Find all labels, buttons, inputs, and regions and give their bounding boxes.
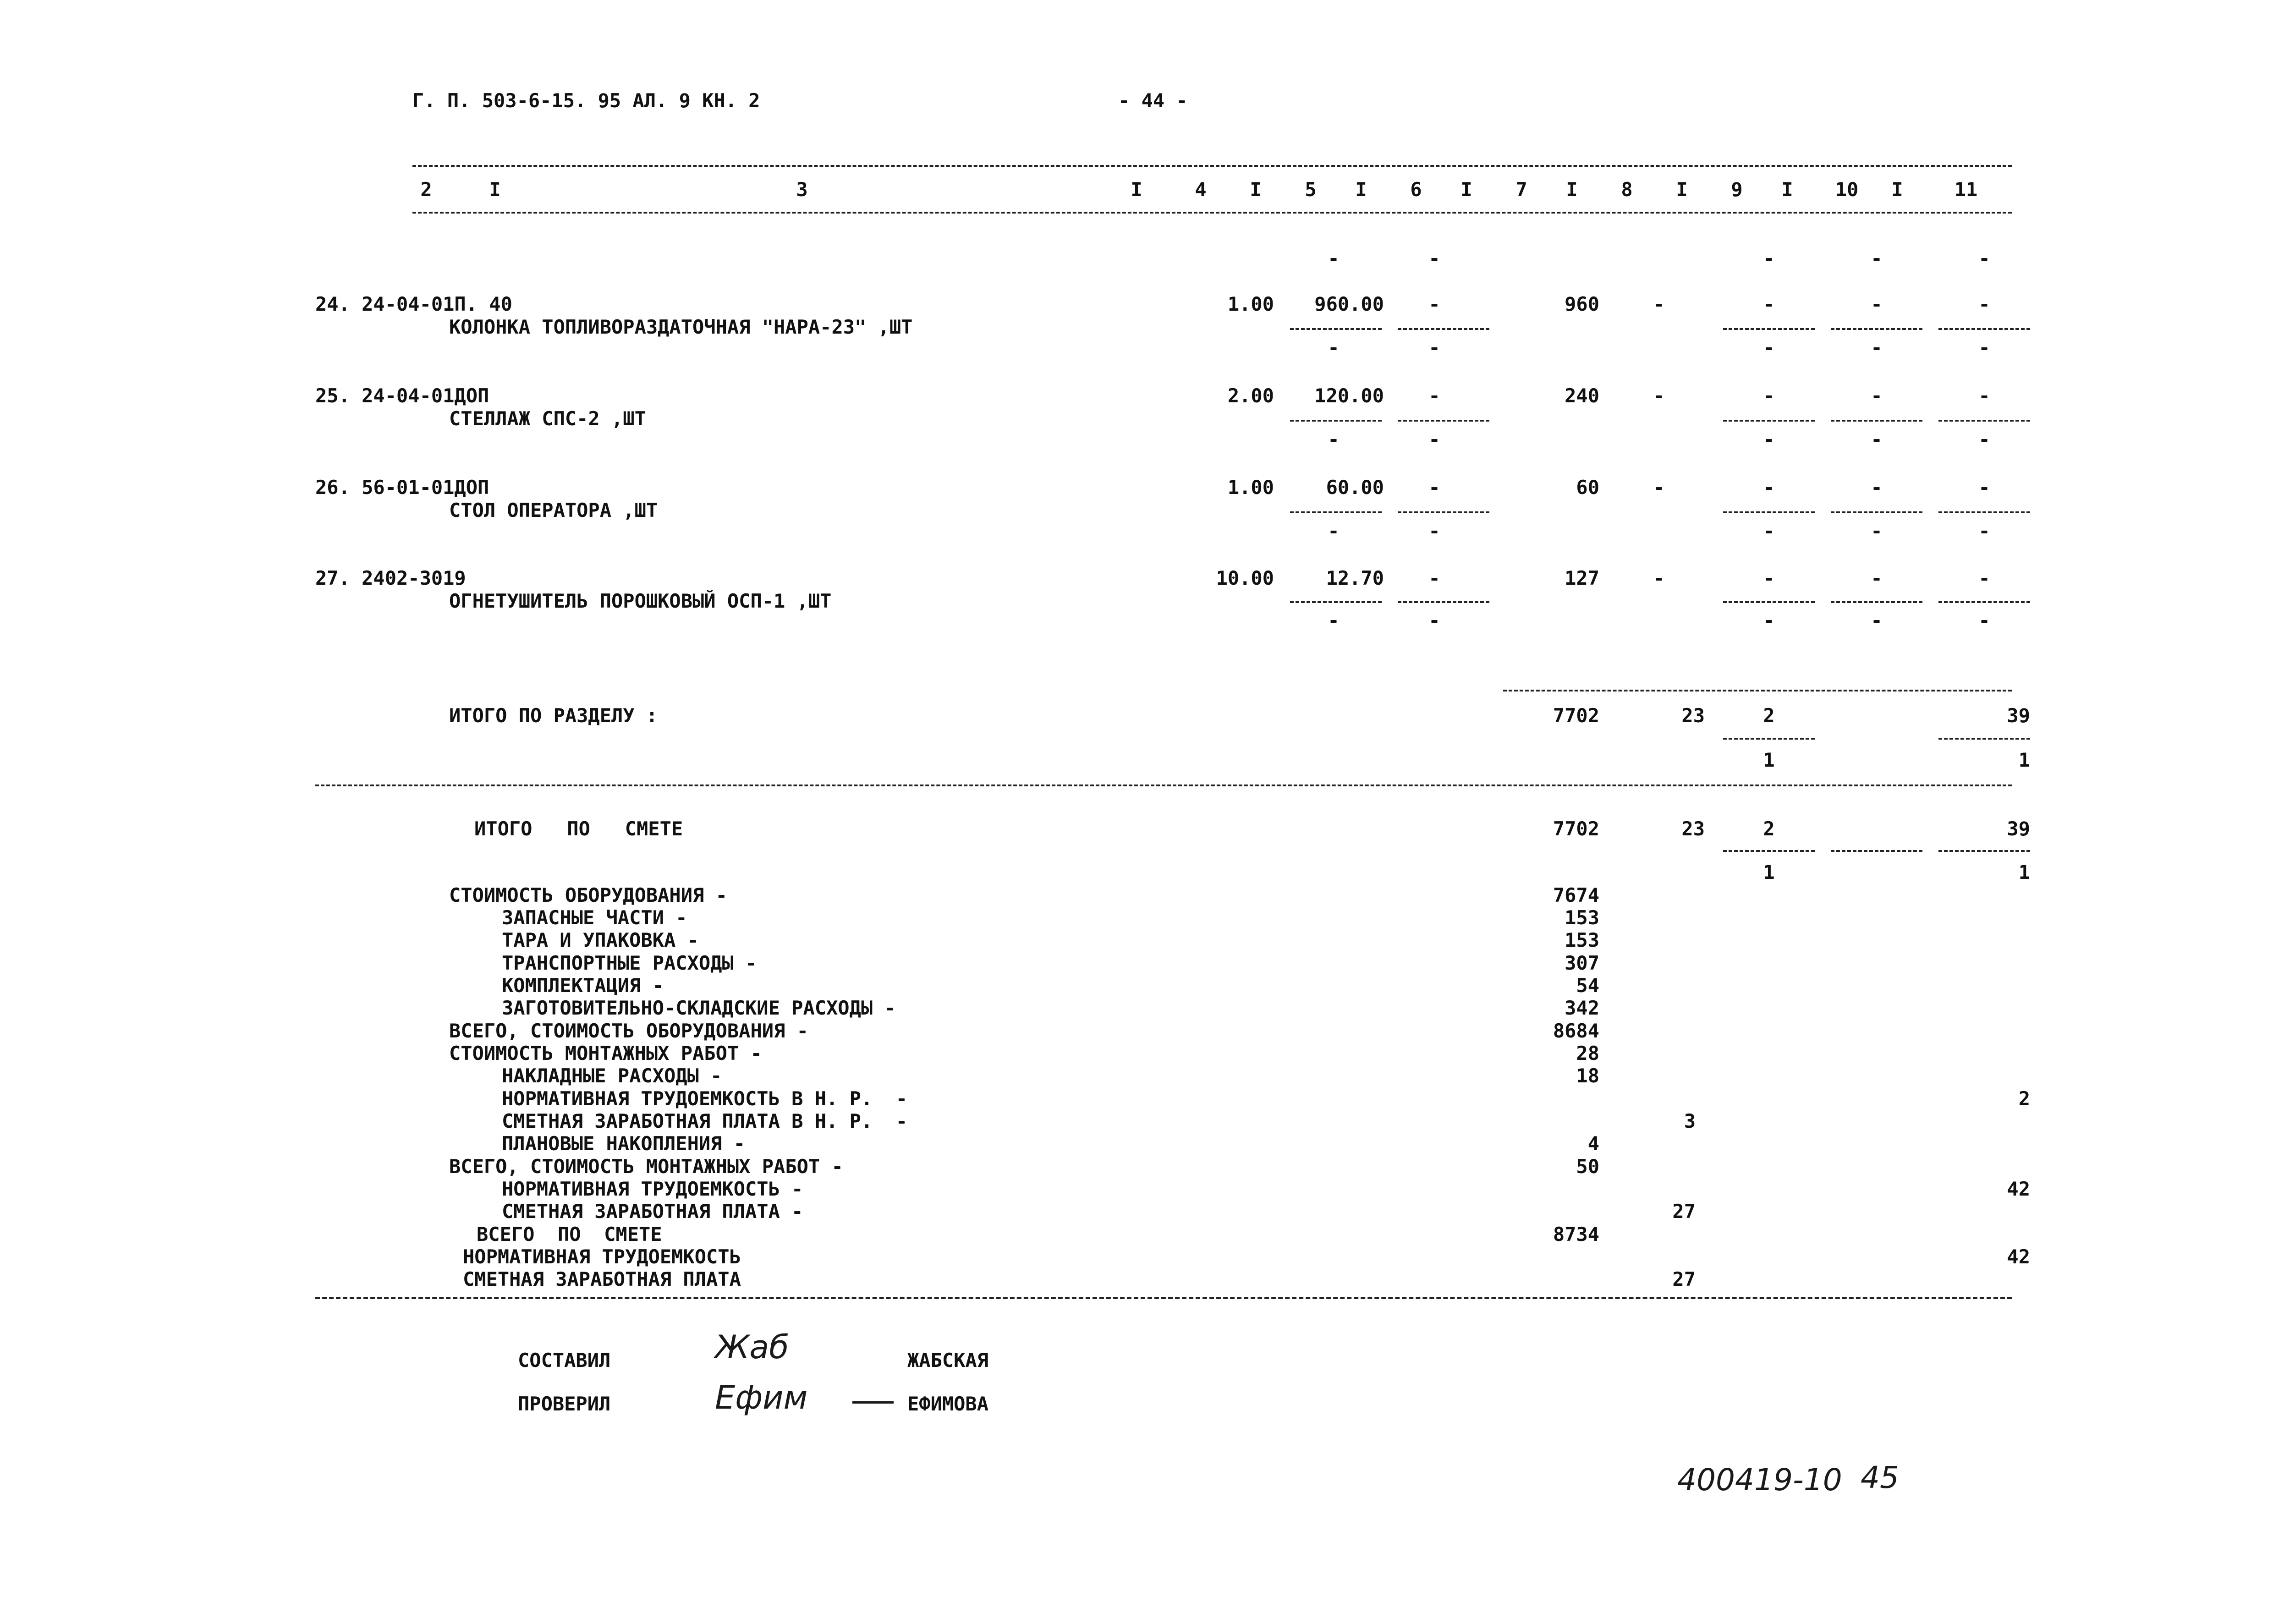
summary-label: НОРМАТИВНАЯ ТРУДОЕМКОСТЬ В Н. Р. - [502, 1087, 908, 1110]
item-c8: - [1653, 293, 1665, 315]
item-total: 127 [1565, 567, 1599, 589]
item-name: СТЕЛЛАЖ СПС-2 ,ШТ [449, 407, 646, 430]
item-qty: 1.00 [1227, 476, 1274, 499]
item-sub6: - [1428, 609, 1440, 631]
item-code: 27. 2402-3019 [315, 567, 466, 589]
item-sub11: - [1978, 336, 1990, 359]
summary-c7: 7674 [1553, 884, 1599, 906]
summary-c7: 342 [1565, 997, 1599, 1019]
item-total: 240 [1565, 384, 1599, 407]
section-total-c11-sub: 1 [2018, 749, 2030, 771]
cell-rule [1831, 850, 1922, 852]
col-11-header: 11 [1954, 178, 1978, 201]
item-sub11: - [1978, 428, 1990, 450]
item-sub5: - [1328, 609, 1340, 631]
col-sep: I [1781, 178, 1793, 201]
item-sub10: - [1871, 428, 1883, 450]
summary-label: КОМПЛЕКТАЦИЯ - [502, 974, 664, 997]
estimate-total-c7: 7702 [1553, 817, 1599, 840]
summary-label: СМЕТНАЯ ЗАРАБОТНАЯ ПЛАТА [463, 1268, 741, 1290]
item-price: 12.70 [1326, 567, 1384, 589]
cell-rule [1938, 328, 2030, 330]
cell-rule [1938, 420, 2030, 422]
item-price: 120.00 [1314, 384, 1384, 407]
cell-rule [1290, 601, 1382, 603]
col-sep: I [1566, 178, 1578, 201]
section-total-c9-sub: 1 [1763, 749, 1775, 771]
item-sub11: - [1978, 520, 1990, 542]
cell-rule [1938, 850, 2030, 852]
item-c6: - [1428, 384, 1440, 407]
item-sub6: - [1428, 336, 1440, 359]
dash-mark: - [1978, 247, 1990, 269]
col-7-header: 7 [1515, 178, 1527, 201]
item-sub11: - [1978, 609, 1990, 631]
summary-label: ВСЕГО ПО СМЕТЕ [477, 1223, 662, 1245]
item-c11: - [1978, 476, 1990, 499]
page-number: - 44 - [1118, 89, 1188, 112]
summary-label: ВСЕГО, СТОИМОСТЬ МОНТАЖНЫХ РАБОТ - [449, 1155, 843, 1178]
item-sub5: - [1328, 428, 1340, 450]
summary-label: СМЕТНАЯ ЗАРАБОТНАЯ ПЛАТА - [502, 1200, 803, 1223]
dash-mark: - [1871, 247, 1883, 269]
checked-name: ЕФИМОВА [907, 1393, 989, 1415]
item-sub10: - [1871, 336, 1883, 359]
col-3-header: 3 [796, 178, 808, 201]
cell-rule [1831, 511, 1922, 513]
cell-rule [1290, 511, 1382, 513]
col-sep: I [489, 178, 501, 201]
summary-c7: 153 [1565, 929, 1599, 951]
checked-label: ПРОВЕРИЛ [518, 1393, 611, 1415]
compiled-name: ЖАБСКАЯ [907, 1349, 989, 1372]
summary-c8: 27 [1672, 1268, 1696, 1290]
cell-rule [1723, 420, 1815, 422]
item-c11: - [1978, 384, 1990, 407]
cell-rule [1290, 328, 1382, 330]
cell-rule [1938, 601, 2030, 603]
summary-c7: 4 [1587, 1132, 1599, 1155]
summary-end-rule [315, 1297, 2012, 1299]
item-c6: - [1428, 567, 1440, 589]
summary-label: НАКЛАДНЫЕ РАСХОДЫ - [502, 1064, 722, 1087]
cell-rule [1398, 601, 1489, 603]
compiled-label: СОСТАВИЛ [518, 1349, 611, 1372]
item-c10: - [1871, 567, 1883, 589]
cell-rule [1938, 738, 2030, 740]
col-2-header: 2 [420, 178, 432, 201]
cell-rule [1723, 738, 1815, 740]
cell-rule [1723, 328, 1815, 330]
item-name: СТОЛ ОПЕРАТОРА ,ШТ [449, 499, 658, 521]
section-end-rule [315, 785, 2012, 786]
summary-label: ЗАГОТОВИТЕЛЬНО-СКЛАДСКИЕ РАСХОДЫ - [502, 997, 896, 1019]
summary-label: СТОИМОСТЬ ОБОРУДОВАНИЯ - [449, 884, 727, 906]
summary-label: ТАРА И УПАКОВКА - [502, 929, 699, 951]
item-code: 24. 24-04-01П. 40 [315, 293, 512, 315]
summary-label: НОРМАТИВНАЯ ТРУДОЕМКОСТЬ - [502, 1178, 803, 1200]
cell-rule [1831, 420, 1922, 422]
col-8-header: 8 [1621, 178, 1633, 201]
summary-label: СТОИМОСТЬ МОНТАЖНЫХ РАБОТ - [449, 1042, 762, 1064]
cell-rule [1938, 511, 2030, 513]
cell-rule [1723, 850, 1815, 852]
col-sep: I [1355, 178, 1367, 201]
summary-c11: 42 [2007, 1245, 2030, 1268]
item-c8: - [1653, 476, 1665, 499]
col-sep: I [1676, 178, 1688, 201]
estimate-total-c9-sub: 1 [1763, 861, 1775, 883]
summary-c11: 42 [2007, 1178, 2030, 1200]
item-sub6: - [1428, 520, 1440, 542]
section-total-label: ИТОГО ПО РАЗДЕЛУ : [449, 704, 658, 727]
col-9-header: 9 [1731, 178, 1743, 201]
estimate-total-label: ИТОГО ПО СМЕТЕ [474, 817, 683, 840]
archive-number: 400419-10 [1677, 1462, 1842, 1498]
summary-c8: 27 [1672, 1200, 1696, 1223]
summary-c7: 28 [1576, 1042, 1599, 1064]
item-qty: 1.00 [1227, 293, 1274, 315]
estimate-total-c8: 23 [1681, 817, 1705, 840]
summary-c7: 153 [1565, 906, 1599, 929]
estimate-total-c11-sub: 1 [2018, 861, 2030, 883]
section-total-c11: 39 [2007, 704, 2030, 727]
signature-stroke [852, 1401, 894, 1404]
col-sep: I [1250, 178, 1262, 201]
summary-label: ТРАНСПОРТНЫЕ РАСХОДЫ - [502, 952, 757, 974]
item-c9: - [1763, 476, 1775, 499]
col-sep: I [1891, 178, 1903, 201]
item-c11: - [1978, 567, 1990, 589]
doc-code: Г. П. 503-6-15. 95 АЛ. 9 КН. 2 [412, 89, 760, 112]
col-5-header: 5 [1305, 178, 1317, 201]
col-sep: I [1131, 178, 1142, 201]
item-c10: - [1871, 384, 1883, 407]
dash-mark: - [1328, 247, 1340, 269]
item-code: 25. 24-04-01ДОП [315, 384, 489, 407]
item-total: 60 [1576, 476, 1599, 499]
item-price: 60.00 [1326, 476, 1384, 499]
item-sub10: - [1871, 520, 1883, 542]
cell-rule [1398, 511, 1489, 513]
cell-rule [1831, 601, 1922, 603]
section-total-c7: 7702 [1553, 704, 1599, 727]
section-total-rule [1503, 690, 2012, 691]
summary-c7: 8684 [1553, 1020, 1599, 1042]
cell-rule [1398, 328, 1489, 330]
item-c8: - [1653, 384, 1665, 407]
item-name: КОЛОНКА ТОПЛИВОРАЗДАТОЧНАЯ "НАРА-23" ,ШТ [449, 316, 913, 338]
cell-rule [1723, 511, 1815, 513]
item-sub5: - [1328, 520, 1340, 542]
item-qty: 2.00 [1227, 384, 1274, 407]
item-sub10: - [1871, 609, 1883, 631]
summary-label: СМЕТНАЯ ЗАРАБОТНАЯ ПЛАТА В Н. Р. - [502, 1110, 908, 1132]
item-c6: - [1428, 293, 1440, 315]
item-c10: - [1871, 476, 1883, 499]
header-top-rule [412, 165, 2012, 167]
header-bottom-rule [412, 212, 2012, 214]
cell-rule [1723, 601, 1815, 603]
item-name: ОГНЕТУШИТЕЛЬ ПОРОШКОВЫЙ ОСП-1 ,ШТ [449, 590, 832, 612]
summary-c7: 50 [1576, 1155, 1599, 1178]
summary-label: ПЛАНОВЫЕ НАКОПЛЕНИЯ - [502, 1132, 746, 1155]
summary-label: ЗАПАСНЫЕ ЧАСТИ - [502, 906, 687, 929]
summary-c7: 8734 [1553, 1223, 1599, 1245]
col-sep: I [1460, 178, 1472, 201]
summary-c8: 3 [1684, 1110, 1696, 1132]
checked-signature: Ефим [715, 1379, 808, 1416]
item-sub9: - [1763, 609, 1775, 631]
dash-mark: - [1428, 247, 1440, 269]
section-total-c9: 2 [1763, 704, 1775, 727]
section-total-c8: 23 [1681, 704, 1705, 727]
item-c6: - [1428, 476, 1440, 499]
item-c10: - [1871, 293, 1883, 315]
col-6-header: 6 [1410, 178, 1422, 201]
item-c9: - [1763, 384, 1775, 407]
summary-label: НОРМАТИВНАЯ ТРУДОЕМКОСТЬ [463, 1245, 741, 1268]
summary-c7: 54 [1576, 974, 1599, 997]
item-c9: - [1763, 567, 1775, 589]
estimate-total-c11: 39 [2007, 817, 2030, 840]
item-c11: - [1978, 293, 1990, 315]
summary-c7: 307 [1565, 952, 1599, 974]
cell-rule [1398, 420, 1489, 422]
sheet-number: 45 [1861, 1460, 1899, 1495]
estimate-total-c9: 2 [1763, 817, 1775, 840]
summary-label: ВСЕГО, СТОИМОСТЬ ОБОРУДОВАНИЯ - [449, 1020, 808, 1042]
item-sub9: - [1763, 520, 1775, 542]
summary-c11: 2 [2018, 1087, 2030, 1110]
item-sub9: - [1763, 336, 1775, 359]
cell-rule [1831, 328, 1922, 330]
item-code: 26. 56-01-01ДОП [315, 476, 489, 499]
item-price: 960.00 [1314, 293, 1384, 315]
compiled-signature: Жаб [715, 1328, 789, 1366]
item-sub6: - [1428, 428, 1440, 450]
item-qty: 10.00 [1216, 567, 1274, 589]
col-4-header: 4 [1195, 178, 1207, 201]
item-c9: - [1763, 293, 1775, 315]
item-total: 960 [1565, 293, 1599, 315]
item-sub5: - [1328, 336, 1340, 359]
col-10-header: 10 [1835, 178, 1859, 201]
summary-c7: 18 [1576, 1064, 1599, 1087]
cell-rule [1290, 420, 1382, 422]
dash-mark: - [1763, 247, 1775, 269]
item-sub9: - [1763, 428, 1775, 450]
item-c8: - [1653, 567, 1665, 589]
